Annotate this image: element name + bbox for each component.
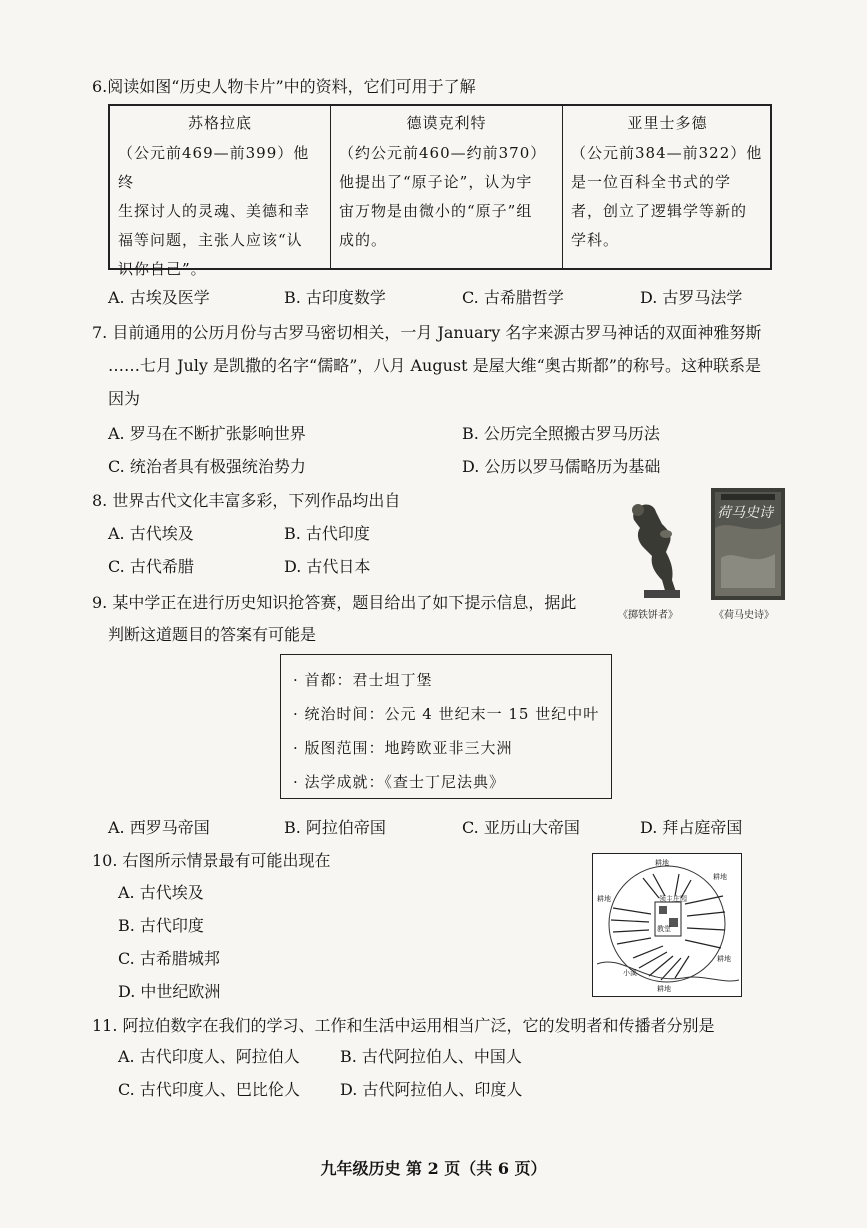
card-name: 亚里士多德: [627, 114, 708, 132]
option-d[interactable]: D. 公历以罗马儒略历为基础: [462, 457, 661, 476]
discobolus-image: [626, 494, 688, 602]
card-line: 生探讨人的灵魂、美德和幸: [118, 202, 311, 220]
option-c[interactable]: C. 亚历山大帝国: [462, 818, 580, 837]
question-9-line: 9. 某中学正在进行历史知识抢答赛，题目给出了如下提示信息，据此: [92, 593, 577, 612]
option-d[interactable]: D. 中世纪欧洲: [118, 982, 221, 1001]
manor-map: [592, 853, 742, 997]
option-b[interactable]: B. 古代印度: [118, 916, 204, 935]
card-line: 他提出了“原子论”，认为宇: [339, 173, 533, 191]
book-title: 荷马史诗: [717, 505, 773, 521]
card-line: 学科。: [571, 231, 620, 249]
card-line: （公元前384—前322）他: [571, 144, 763, 162]
question-7-line: ……七月 July 是凯撒的名字“儒略”，八月 August 是屋大维“奥古斯都”的称号。这种联系是: [108, 356, 761, 375]
option-a[interactable]: A. 罗马在不断扩张影响世界: [108, 424, 306, 443]
option-b[interactable]: B. 古代阿拉伯人、中国人: [340, 1047, 522, 1066]
hint-capital: · 首都：君士坦丁堡: [293, 671, 433, 689]
option-c[interactable]: C. 古代印度人、巴比伦人: [118, 1080, 300, 1099]
card-name: 德谟克利特: [406, 114, 487, 132]
question-9-line: 判断这道题目的答案有可能是: [108, 625, 317, 644]
question-8-stem: 8. 世界古代文化丰富多彩，下列作品均出自: [92, 491, 401, 510]
hint-rule-period: · 统治时间：公元 4 世纪末一 15 世纪中叶: [293, 705, 600, 723]
map-label: 耕地: [597, 895, 611, 903]
option-b[interactable]: B. 古印度数学: [284, 288, 386, 307]
map-label: 教堂: [657, 925, 671, 933]
option-d[interactable]: D. 古代日本: [284, 557, 371, 576]
hint-box: [280, 654, 612, 799]
map-label: 耕地: [655, 859, 669, 867]
question-11-stem: 11. 阿拉伯数字在我们的学习、工作和生活中运用相当广泛，它的发明者和传播者分别是: [92, 1016, 715, 1035]
option-d[interactable]: D. 古代阿拉伯人、印度人: [340, 1080, 523, 1099]
hint-territory: · 版图范围：地跨欧亚非三大洲: [293, 739, 513, 757]
option-c[interactable]: C. 古希腊哲学: [462, 288, 564, 307]
page-footer: 九年级历史 第 2 页（共 6 页）: [320, 1159, 547, 1178]
caption-homer-epic: 《荷马史诗》: [714, 610, 774, 621]
option-a[interactable]: A. 古代埃及: [118, 883, 204, 902]
option-d[interactable]: D. 古罗马法学: [640, 288, 743, 307]
question-10-stem: 10. 右图所示情景最有可能出现在: [92, 851, 331, 870]
map-label: 领主庄园: [659, 895, 687, 903]
card-line: 者，创立了逻辑学等新的: [571, 202, 748, 220]
option-b[interactable]: B. 公历完全照搬古罗马历法: [462, 424, 660, 443]
option-a[interactable]: A. 西罗马帝国: [108, 818, 210, 837]
option-a[interactable]: A. 古埃及医学: [108, 288, 210, 307]
card-line: 宙万物是由微小的“原子”组: [339, 202, 533, 220]
caption-discobolus: 《掷铁饼者》: [618, 610, 678, 621]
card-line: 识你自己”。: [118, 260, 207, 278]
card-line: （约公元前460—约前370）: [339, 144, 547, 162]
homer-epic-book-image: [711, 488, 785, 600]
card-democritus: [330, 106, 562, 268]
question-6-stem: 6.阅读如图“历史人物卡片”中的资料，它们可用于了解: [92, 77, 476, 96]
option-c[interactable]: C. 古代希腊: [108, 557, 194, 576]
card-name: 苏格拉底: [187, 114, 252, 132]
map-label: 耕地: [717, 955, 731, 963]
card-line: 福等问题，主张人应该“认: [118, 231, 303, 249]
history-figure-cards: [108, 104, 772, 278]
option-c[interactable]: C. 统治者具有极强统治势力: [108, 457, 306, 476]
card-socrates: [110, 106, 330, 278]
map-label: 耕地: [713, 873, 727, 881]
question-7-line: 因为: [108, 389, 141, 408]
option-b[interactable]: B. 古代印度: [284, 524, 370, 543]
card-line: 是一位百科全书式的学: [571, 173, 732, 191]
hint-law: · 法学成就：《查士丁尼法典》: [293, 773, 506, 791]
option-a[interactable]: A. 古代埃及: [108, 524, 194, 543]
option-b[interactable]: B. 阿拉伯帝国: [284, 818, 386, 837]
option-d[interactable]: D. 拜占庭帝国: [640, 818, 743, 837]
card-aristotle: [562, 106, 772, 268]
question-7-line: 7. 目前通用的公历月份与古罗马密切相关，一月 January 名字来源古罗马神话的双面神雅努斯: [92, 323, 762, 342]
card-line: 成的。: [339, 231, 388, 249]
option-a[interactable]: A. 古代印度人、阿拉伯人: [118, 1047, 300, 1066]
option-c[interactable]: C. 古希腊城邦: [118, 949, 220, 968]
map-label: 小溪: [623, 969, 637, 977]
card-line: （公元前469—前399）他终: [118, 144, 310, 191]
map-label: 耕地: [657, 985, 671, 993]
